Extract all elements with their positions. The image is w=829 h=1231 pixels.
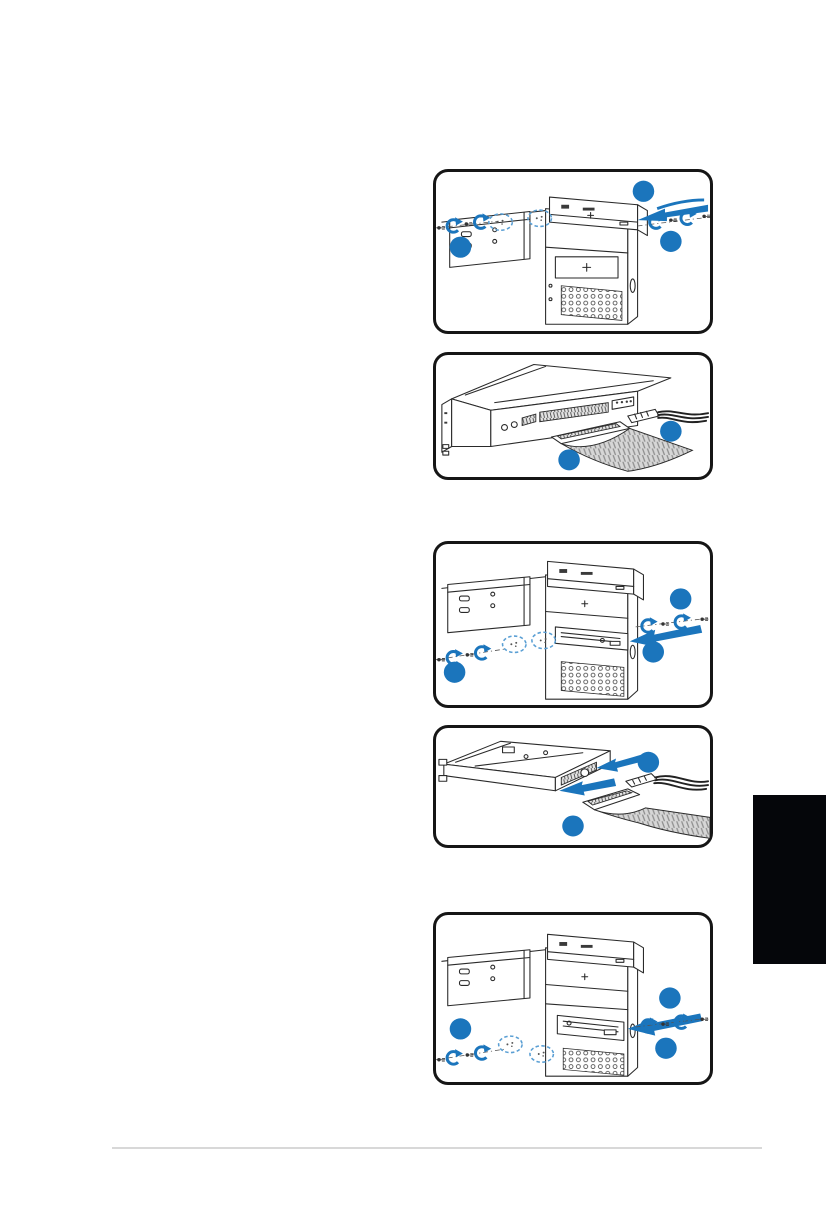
vent-holes (561, 662, 624, 697)
screw-icon (661, 622, 669, 625)
dvd-logo-mark (561, 205, 569, 209)
callout-circle (444, 662, 466, 683)
dvd-logo-mark (559, 942, 567, 946)
screw-icon (437, 226, 445, 229)
callout-circle (450, 237, 472, 258)
callout-circle (659, 987, 681, 1008)
callout-circle (633, 181, 655, 202)
screw-hole-highlight (503, 636, 526, 652)
power-cable-drawing (626, 774, 708, 790)
callout-circle (638, 752, 660, 773)
figure-secure-floppy-drive (433, 541, 713, 708)
screw-icon (669, 218, 677, 221)
screw-guides-left (436, 632, 555, 664)
screw-icon (466, 1053, 474, 1056)
callout-circle (660, 231, 682, 252)
insert-arrow-icon (630, 625, 702, 647)
rotate-arrow-icon (447, 1049, 463, 1064)
screw-icon (700, 1018, 708, 1021)
callout-circle (450, 1018, 472, 1039)
figure-connect-floppy-cables (433, 725, 713, 848)
screw-icon (437, 658, 445, 661)
callout-circle (642, 641, 664, 662)
page-edge-tab (753, 795, 826, 964)
callout-circle (562, 816, 584, 837)
power-cable-drawing (628, 409, 708, 422)
rotate-arrow-icon (642, 617, 658, 632)
screw-icon (437, 1058, 445, 1061)
chassis-drawing (442, 948, 638, 1076)
callout-circle (670, 588, 692, 609)
screw-icon (700, 617, 708, 620)
callout-circle (660, 421, 682, 442)
rotate-arrow-icon (475, 644, 491, 659)
screw-icon (466, 653, 474, 656)
screw-guides-left (436, 1036, 553, 1064)
footer-rule (112, 1147, 762, 1149)
figure-secure-optical-drive (433, 169, 713, 334)
rotate-arrow-icon (475, 1044, 491, 1059)
screw-hole-highlight (499, 1036, 522, 1052)
asus-logo-mark (583, 208, 595, 211)
vent-holes (561, 286, 622, 321)
figure-secure-lower-drive (433, 912, 713, 1085)
asus-logo-mark (581, 572, 593, 575)
insert-arrow-icon (628, 1013, 702, 1035)
slide-arrow-icon (638, 200, 708, 221)
floppy-ribbon-cable-drawing (583, 789, 710, 838)
floppy-drive-rear-drawing (439, 741, 610, 790)
callout-circle (558, 449, 580, 470)
figure-connect-optical-cables (433, 352, 713, 480)
callout-circle (655, 1038, 677, 1059)
asus-logo-mark (581, 945, 593, 948)
dvd-logo-mark (559, 569, 567, 573)
screw-icon (702, 215, 710, 218)
